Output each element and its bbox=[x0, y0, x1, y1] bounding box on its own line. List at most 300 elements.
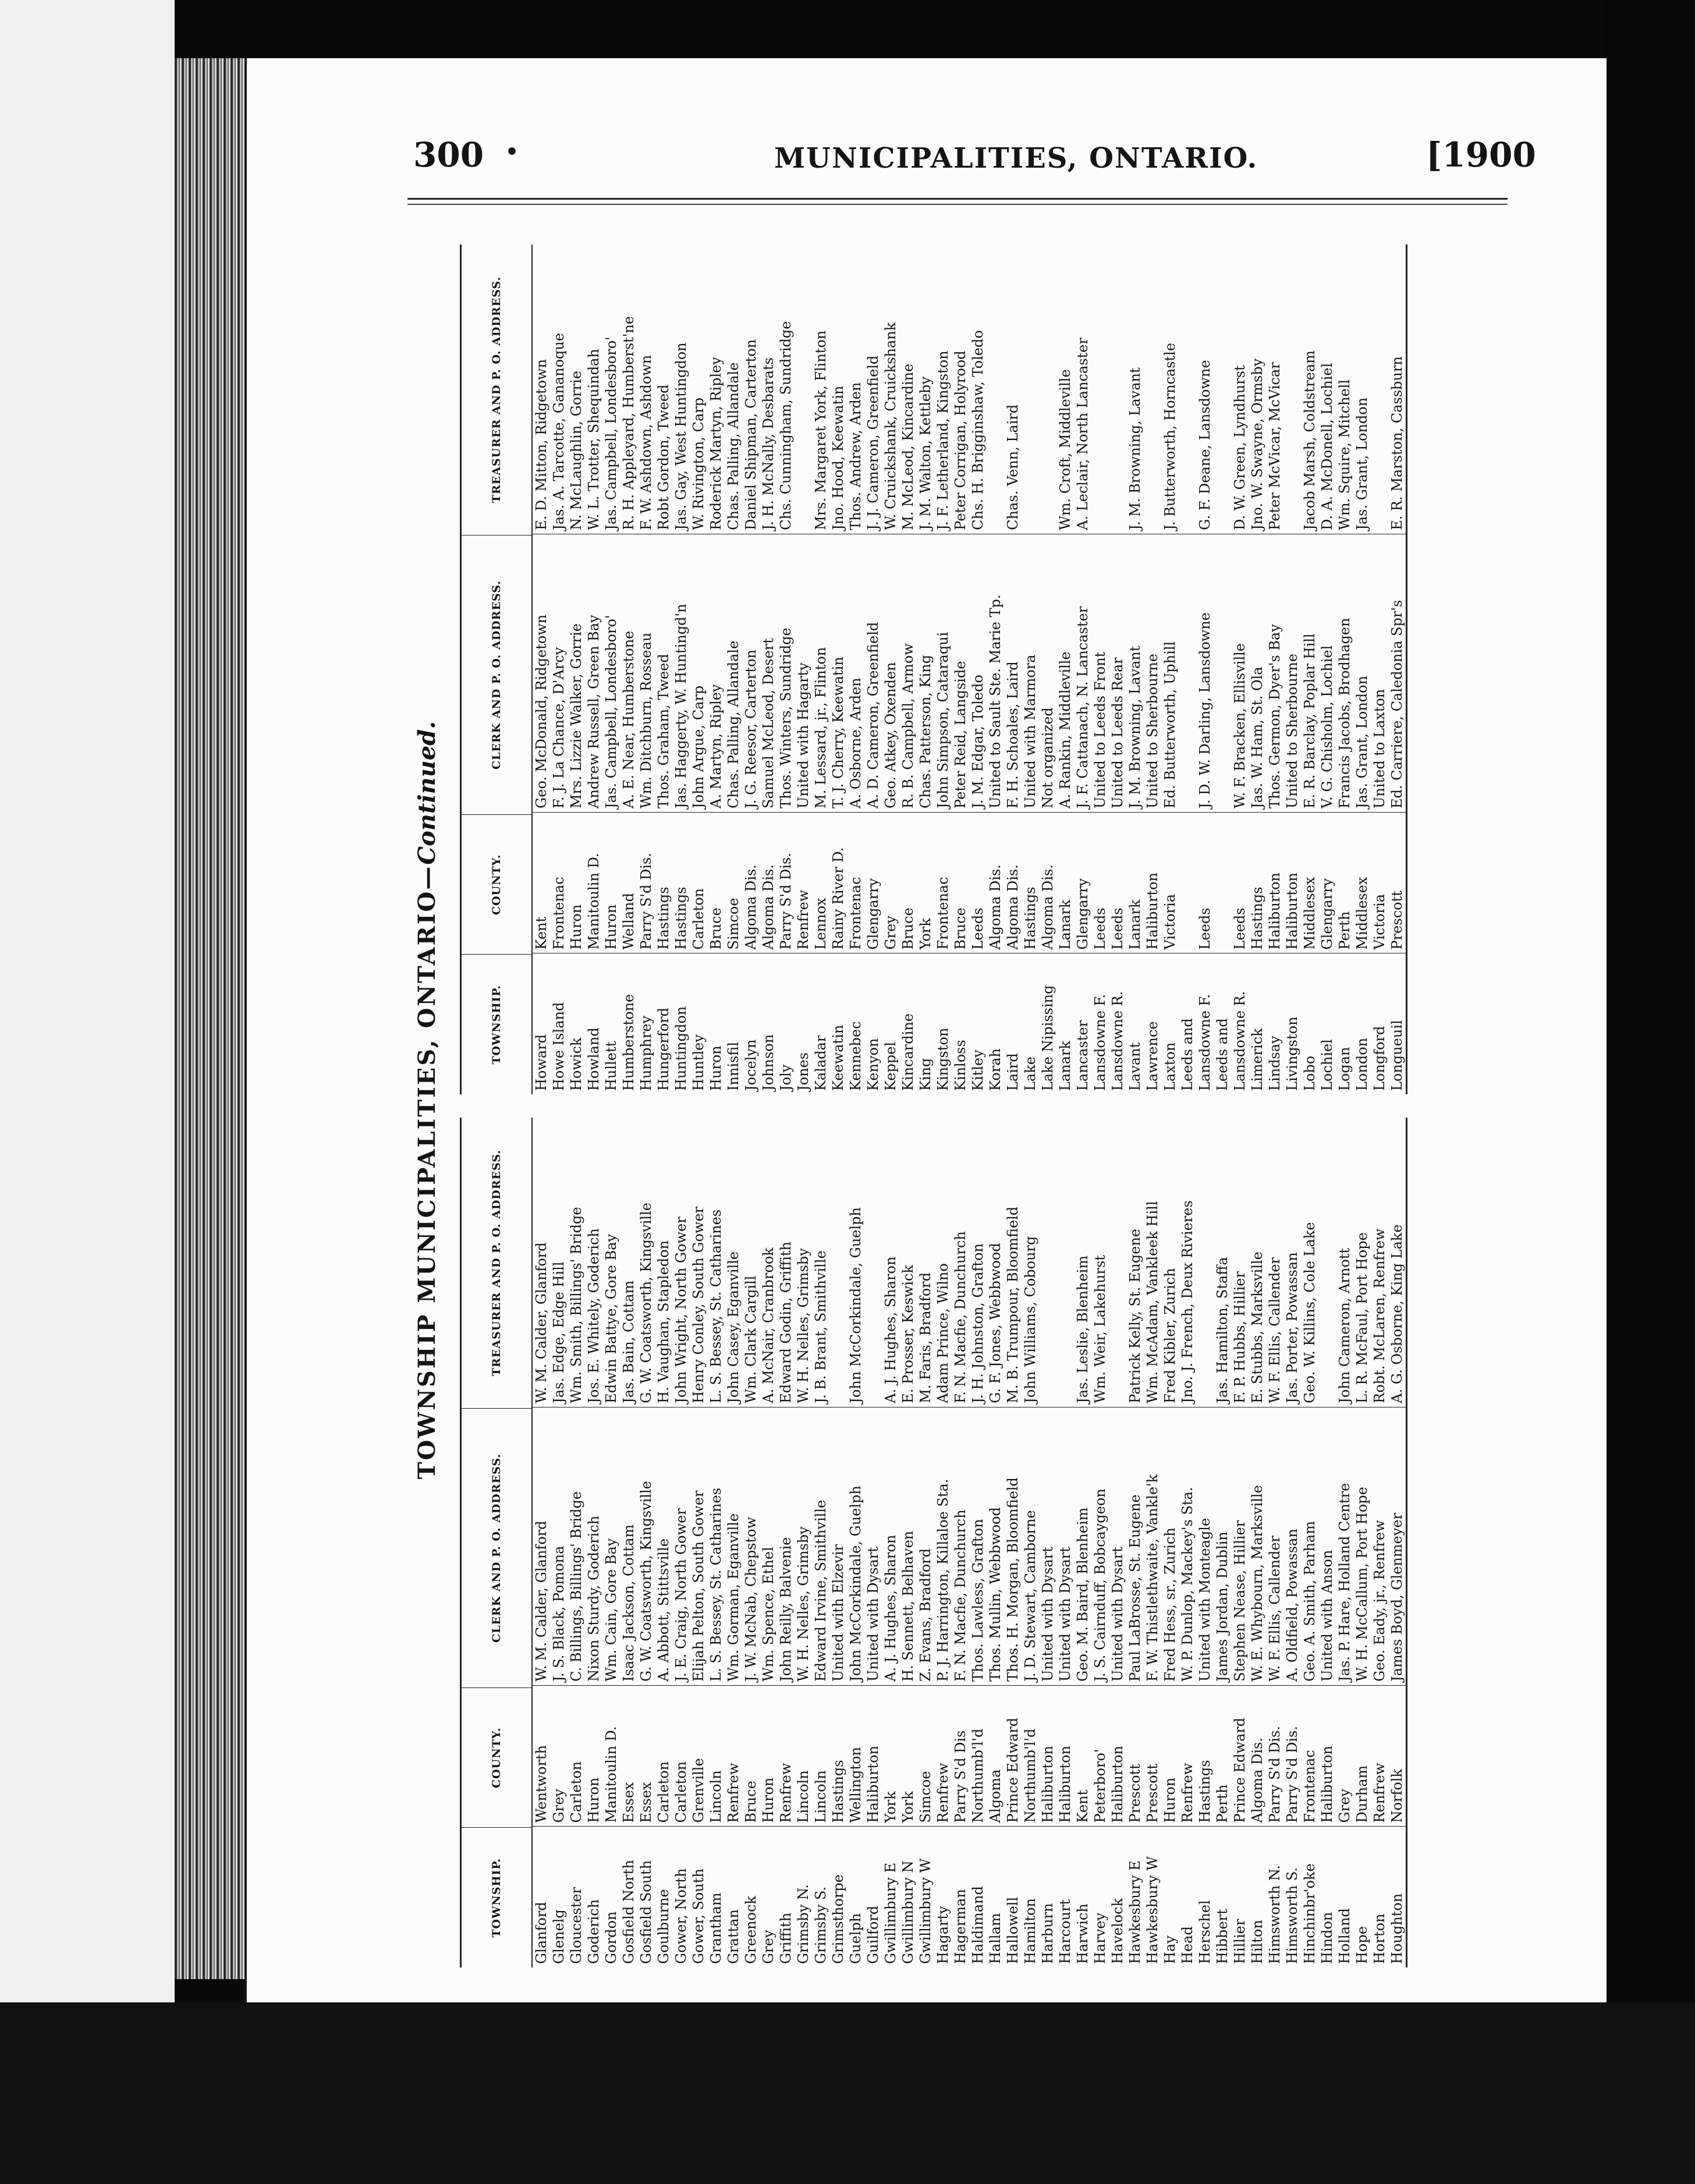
township-cell: Kaladar bbox=[812, 953, 829, 1094]
table-row bbox=[1091, 244, 1109, 1094]
township-cell: Lanark bbox=[1056, 953, 1074, 1094]
treasurer-cell: John Wright, North Gower bbox=[673, 1217, 689, 1403]
treasurer-cell: Jas. Porter, Powassan bbox=[1284, 1252, 1300, 1403]
table-row bbox=[1371, 244, 1388, 1094]
county-cell: Algoma Dis. bbox=[1039, 812, 1056, 953]
treasurer-cell bbox=[1214, 244, 1231, 534]
township-cell: Innisfil bbox=[725, 953, 742, 1094]
county-cell: Northumb'l'd bbox=[1022, 1685, 1039, 1827]
clerk-cell: R. B. Campbell, Armow bbox=[899, 534, 917, 812]
clerk-cell: Thos. H. Morgan, Bloomfield bbox=[1004, 1407, 1022, 1685]
township-cell: Kingston bbox=[934, 953, 952, 1094]
table-row bbox=[1056, 1118, 1074, 1967]
township-cell: Havelock bbox=[1109, 1826, 1126, 1967]
table-row bbox=[672, 244, 690, 1094]
township-cell: Limerick bbox=[1249, 953, 1266, 1094]
township-cell: Leeds and bbox=[1179, 953, 1196, 1094]
treasurer-cell bbox=[829, 1118, 847, 1407]
table-row bbox=[707, 244, 725, 1094]
township-cell: Humphrey bbox=[637, 953, 655, 1094]
header-rule bbox=[407, 198, 1508, 200]
county-cell: Lincoln bbox=[707, 1685, 725, 1827]
county-cell: Frontenac bbox=[847, 812, 864, 953]
table-row bbox=[725, 244, 742, 1094]
table-row bbox=[1091, 1118, 1109, 1967]
clerk-cell: Geo. McDonald, Ridgetown bbox=[533, 534, 550, 812]
county-cell: Parry S'd Dis bbox=[952, 1685, 969, 1827]
title-main: TOWNSHIP MUNICIPALITIES, ONTARIO— bbox=[413, 864, 441, 1480]
clerk-cell: Fred Hess, sr., Zurich bbox=[1161, 1407, 1179, 1685]
county-cell: Huron bbox=[602, 812, 620, 953]
scan-border-bottom bbox=[0, 2002, 1695, 2184]
county-cell bbox=[1214, 812, 1231, 953]
treasurer-cell: Henry Conley, South Gower bbox=[690, 1206, 707, 1403]
table-row bbox=[1301, 244, 1318, 1094]
table-row bbox=[707, 1118, 725, 1967]
township-cell: Longford bbox=[1371, 953, 1388, 1094]
clerk-cell: John McCorkindale, Guelph bbox=[847, 1407, 864, 1685]
clerk-cell: Paul LaBrosse, St. Eugene bbox=[1126, 1407, 1144, 1685]
book-gutter bbox=[175, 35, 256, 1979]
county-cell: Bruce bbox=[899, 812, 917, 953]
treasurer-cell bbox=[987, 244, 1004, 534]
township-cell: Kinloss bbox=[952, 953, 969, 1094]
county-cell: Wentworth bbox=[533, 1685, 550, 1827]
county-cell: Grey bbox=[550, 1685, 568, 1827]
table-row bbox=[742, 1118, 760, 1967]
county-cell: Frontenac bbox=[1301, 1685, 1318, 1827]
county-cell: Carleton bbox=[672, 1685, 690, 1827]
treasurer-cell: G. F. Deane, Lansdowne bbox=[1197, 360, 1213, 530]
treasurer-cell: Jas. A. Tarcotte, Gananoque bbox=[551, 332, 567, 530]
clerk-cell: James Jordan, Dublin bbox=[1214, 1407, 1231, 1685]
treasurer-cell: J. J. Cameron, Greenfield bbox=[865, 355, 881, 530]
table-row bbox=[620, 1118, 637, 1967]
treasurer-cell: Patrick Kelly, St. Eugene bbox=[1127, 1228, 1143, 1403]
clerk-cell: United with Dysart bbox=[1039, 1407, 1056, 1685]
table-left-header bbox=[462, 1118, 533, 1967]
table-row bbox=[829, 244, 847, 1094]
treasurer-cell: Wm. Croft, Middleville bbox=[1057, 369, 1073, 530]
township-cell: Lake Nipissing bbox=[1039, 953, 1056, 1094]
clerk-cell: W. H. McCallum, Port Hope bbox=[1353, 1407, 1371, 1685]
table-row bbox=[637, 244, 655, 1094]
township-cell: Goderich bbox=[585, 1826, 602, 1967]
clerk-cell: J. E. Craig, North Gower bbox=[672, 1407, 690, 1685]
county-cell: Algoma Dis. bbox=[760, 812, 777, 953]
township-cell: Keppel bbox=[882, 953, 899, 1094]
county-cell: Huron bbox=[760, 1685, 777, 1827]
clerk-cell: John Reilly, Balvenie bbox=[777, 1407, 795, 1685]
clerk-cell: Thos. Germon, Dyer's Bay bbox=[1266, 534, 1283, 812]
clerk-cell: F. H. Schoales, Laird bbox=[1004, 534, 1022, 812]
township-cell: Logan bbox=[1336, 953, 1353, 1094]
township-cell: Huntingdon bbox=[672, 953, 690, 1094]
township-cell: Kitley bbox=[969, 953, 987, 1094]
township-cell: Grantham bbox=[707, 1826, 725, 1967]
clerk-cell: United to Leeds Front bbox=[1091, 534, 1109, 812]
township-cell: Kennebec bbox=[847, 953, 864, 1094]
township-cell: Howick bbox=[568, 953, 585, 1094]
township-cell: Kenyon bbox=[864, 953, 882, 1094]
table-row bbox=[882, 244, 899, 1094]
county-cell: Huron bbox=[585, 1685, 602, 1827]
township-cell: Horton bbox=[1371, 1826, 1388, 1967]
township-cell: Hullett bbox=[602, 953, 620, 1094]
table-row bbox=[690, 1118, 707, 1967]
township-cell: Himsworth S. bbox=[1283, 1826, 1301, 1967]
table-row bbox=[533, 244, 550, 1094]
table-left-body bbox=[533, 1118, 1406, 1967]
clerk-cell: A. D. Cameron, Greenfield bbox=[864, 534, 882, 812]
clerk-cell: Ed. Carriere, Caledonia Spr's bbox=[1388, 534, 1406, 812]
clerk-cell: Geo. Eady, jr., Renfrew bbox=[1371, 1407, 1388, 1685]
table-row bbox=[550, 1118, 568, 1967]
clerk-cell: A. E. Near, Humberstone bbox=[620, 534, 637, 812]
col-township-header: TOWNSHIP. bbox=[462, 955, 531, 1095]
table-row bbox=[1074, 1118, 1091, 1967]
treasurer-cell: Peter Corrigan, Holyrood bbox=[952, 350, 969, 530]
treasurer-cell: F. N. Macfie, Dunchurch bbox=[952, 1231, 969, 1403]
treasurer-cell: Roderick Martyn, Ripley bbox=[708, 357, 724, 530]
township-cell: Gosfield North bbox=[620, 1826, 637, 1967]
clerk-cell: Stephen Nease, Hillier bbox=[1231, 1407, 1249, 1685]
clerk-cell: Jas. W. Ham, St. Ola bbox=[1249, 534, 1266, 812]
treasurer-cell: W. Rivington, Carp bbox=[690, 397, 707, 530]
township-cell: Hindon bbox=[1318, 1826, 1336, 1967]
township-cell: Haldimand bbox=[969, 1826, 987, 1967]
treasurer-cell: Thos. Andrew, Arden bbox=[848, 382, 864, 530]
clerk-cell: United with Dysart bbox=[1056, 1407, 1074, 1685]
clerk-cell: United with Monteagle bbox=[1196, 1407, 1214, 1685]
clerk-cell: J. S. Black, Pomona bbox=[550, 1407, 568, 1685]
scan-border-top bbox=[175, 0, 1607, 58]
clerk-cell: Geo. A. Smith, Parham bbox=[1301, 1407, 1318, 1685]
county-cell: Algoma Dis. bbox=[1004, 812, 1022, 953]
county-cell: Renfrew bbox=[725, 1685, 742, 1827]
table-row bbox=[655, 1118, 672, 1967]
clerk-cell: Wm. Spence, Ethel bbox=[760, 1407, 777, 1685]
treasurer-cell: H. Vaughan, Stapledon bbox=[655, 1240, 672, 1403]
treasurer-cell bbox=[1022, 244, 1039, 534]
township-cell: Kincardine bbox=[899, 953, 917, 1094]
clerk-cell: J. D. W. Darling, Lansdowne bbox=[1196, 534, 1214, 812]
clerk-cell: Wm. Ditchburn, Rosseau bbox=[637, 534, 655, 812]
clerk-cell: Nixon Sturdy, Goderich bbox=[585, 1407, 602, 1685]
table-row bbox=[1318, 1118, 1336, 1967]
treasurer-cell: J. H. Johnston, Grafton bbox=[970, 1243, 986, 1403]
col-clerk-header: CLERK AND P. O. ADDRESS. bbox=[462, 535, 531, 814]
table-row bbox=[1249, 244, 1266, 1094]
table-row bbox=[1126, 1118, 1144, 1967]
table-row bbox=[1126, 244, 1144, 1094]
township-cell: King bbox=[917, 953, 934, 1094]
col-treasurer-header: TREASURER AND P. O. ADDRESS. bbox=[490, 1149, 503, 1377]
table-row bbox=[812, 244, 829, 1094]
table-row bbox=[690, 244, 707, 1094]
township-cell: Hallam bbox=[987, 1826, 1004, 1967]
county-cell: Hastings bbox=[1249, 812, 1266, 953]
county-cell: York bbox=[899, 1685, 917, 1827]
township-cell: Lansdowne F. bbox=[1196, 953, 1214, 1094]
county-cell: Victoria bbox=[1371, 812, 1388, 953]
treasurer-cell: Fred Kibler, Zurich bbox=[1162, 1268, 1178, 1403]
treasurer-cell: N. McLaughlin, Gorrie bbox=[568, 370, 584, 530]
township-cell: Humberstone bbox=[620, 953, 637, 1094]
treasurer-cell: J. F. Letherland, Kingston bbox=[935, 350, 951, 530]
table-row bbox=[1266, 244, 1283, 1094]
county-cell: Kent bbox=[1074, 1685, 1091, 1827]
col-county-header: COUNTY. bbox=[462, 1687, 531, 1828]
county-cell: Perth bbox=[1214, 1685, 1231, 1827]
county-cell: Hastings bbox=[1196, 1685, 1214, 1827]
clerk-cell: F. J. La Chance, D'Arcy bbox=[550, 534, 568, 812]
township-cell: Howard bbox=[533, 953, 550, 1094]
clerk-cell: J. M. Browning, Lavant bbox=[1126, 534, 1144, 812]
table-row bbox=[1144, 244, 1161, 1094]
treasurer-cell: J. M. Browning, Lavant bbox=[1127, 367, 1143, 530]
township-cell: Jocelyn bbox=[742, 953, 760, 1094]
clerk-cell: James Boyd, Glenmeyer bbox=[1388, 1407, 1406, 1685]
treasurer-cell: G. F. Jones, Webbwood bbox=[987, 1243, 1003, 1403]
township-cell: Greenock bbox=[742, 1826, 760, 1967]
township-cell: Hungerford bbox=[655, 953, 672, 1094]
table-row bbox=[1179, 244, 1196, 1094]
county-cell: Carleton bbox=[655, 1685, 672, 1827]
treasurer-cell: Jno. Hood, Keewatin bbox=[830, 385, 846, 530]
clerk-cell: Chas. Patterson, King bbox=[917, 534, 934, 812]
county-cell: Glengarry bbox=[1318, 812, 1336, 953]
clerk-cell: Mrs. Lizzie Walker, Gorrie bbox=[568, 534, 585, 812]
clerk-cell: L. S. Bessey, St. Catharines bbox=[707, 1407, 725, 1685]
treasurer-cell: Geo. W. Killins, Cole Lake bbox=[1302, 1222, 1318, 1403]
treasurer-cell: E. R. Marston, Cassburn bbox=[1389, 356, 1405, 530]
clerk-cell: Francis Jacobs, Brodhagen bbox=[1336, 534, 1353, 812]
treasurer-cell: Wm. Weir, Lakehurst bbox=[1092, 1255, 1108, 1403]
table-row bbox=[987, 1118, 1004, 1967]
table-row bbox=[1388, 244, 1406, 1094]
table-row bbox=[934, 1118, 952, 1967]
county-cell: Haliburton bbox=[1056, 1685, 1074, 1827]
township-cell: Keewatin bbox=[829, 953, 847, 1094]
county-cell: Simcoe bbox=[725, 812, 742, 953]
township-cell: Jones bbox=[795, 953, 812, 1094]
clerk-cell: Jas. Campbell, Londesboro' bbox=[602, 534, 620, 812]
table-row bbox=[952, 244, 969, 1094]
table-row bbox=[847, 244, 864, 1094]
county-cell: Lennox bbox=[812, 812, 829, 953]
township-cell: Guilford bbox=[864, 1826, 882, 1967]
clerk-cell: Jas. Haggerty, W. Huntingd'n bbox=[672, 534, 690, 812]
clerk-cell: Samuel McLeod, Desert bbox=[760, 534, 777, 812]
table-row bbox=[602, 244, 620, 1094]
county-cell: Frontenac bbox=[550, 812, 568, 953]
table-row bbox=[1283, 1118, 1301, 1967]
clerk-cell: Peter Reid, Langside bbox=[952, 534, 969, 812]
county-cell: Leeds bbox=[1231, 812, 1249, 953]
clerk-cell: Isaac Jackson, Cottam bbox=[620, 1407, 637, 1685]
table-row bbox=[864, 244, 882, 1094]
clerk-cell: John Simpson, Cataraqui bbox=[934, 534, 952, 812]
treasurer-cell: W. L. Trotter, Shequindah bbox=[586, 349, 602, 530]
treasurer-cell: Jos. E. Whitely, Goderich bbox=[586, 1228, 602, 1403]
county-cell: Prince Edward bbox=[1231, 1685, 1249, 1827]
title-continued: Continued. bbox=[413, 721, 441, 865]
township-cell: Griffith bbox=[777, 1826, 795, 1967]
township-cell: Head bbox=[1179, 1826, 1196, 1967]
township-cell: Korah bbox=[987, 953, 1004, 1094]
clerk-cell: Geo. Atkey, Oxenden bbox=[882, 534, 899, 812]
treasurer-cell: Edwin Battye, Gore Bay bbox=[603, 1233, 619, 1403]
county-cell: Haliburton bbox=[1039, 1685, 1056, 1827]
treasurer-cell bbox=[1371, 244, 1388, 534]
table-row bbox=[847, 1118, 864, 1967]
scan-border-right bbox=[1607, 0, 1695, 2184]
county-cell: Wellington bbox=[847, 1685, 864, 1827]
clerk-cell: Thos. Graham, Tweed bbox=[655, 534, 672, 812]
clerk-cell: Edward Irvine, Smithville bbox=[812, 1407, 829, 1685]
treasurer-cell: J. B. Brant, Smithville bbox=[813, 1250, 829, 1403]
county-cell: Prescott bbox=[1126, 1685, 1144, 1827]
page-title bbox=[413, 233, 441, 1967]
treasurer-cell: R. H. Appleyard, Humberst'ne bbox=[620, 315, 637, 530]
clerk-cell: Thos. Mullin, Webbwood bbox=[987, 1407, 1004, 1685]
table-row bbox=[917, 1118, 934, 1967]
treasurer-cell bbox=[1056, 1118, 1074, 1407]
township-cell: Huron bbox=[707, 953, 725, 1094]
treasurer-cell: A. J. Hughes, Sharon bbox=[882, 1256, 899, 1403]
treasurer-cell bbox=[1144, 244, 1161, 534]
treasurer-cell: John McCorkindale, Guelph bbox=[848, 1207, 864, 1403]
treasurer-cell bbox=[864, 1118, 882, 1407]
clerk-cell: United to Sherbourne bbox=[1144, 534, 1161, 812]
treasurer-cell: F. W. Ashdown, Ashdown bbox=[638, 354, 654, 530]
table-row bbox=[672, 1118, 690, 1967]
treasurer-cell: J. M. Walton, Kettleby bbox=[917, 376, 934, 530]
clerk-cell: J. W. McNab, Chepstow bbox=[742, 1407, 760, 1685]
clerk-cell: V. G. Chisholm, Lochiel bbox=[1318, 534, 1336, 812]
township-cell: Hibbert bbox=[1214, 1826, 1231, 1967]
township-cell: Lochiel bbox=[1318, 953, 1336, 1094]
treasurer-cell: Jacob Marsh, Coldstream bbox=[1302, 350, 1318, 530]
table-row bbox=[899, 1118, 917, 1967]
treasurer-cell: F. P. Hubbs, Hillier bbox=[1232, 1271, 1248, 1403]
treasurer-cell bbox=[1109, 244, 1126, 534]
treasurer-cell: D. W. Green, Lyndhurst bbox=[1232, 365, 1248, 530]
county-cell: Renfrew bbox=[777, 1685, 795, 1827]
township-cell: Hope bbox=[1353, 1826, 1371, 1967]
clerk-cell: Andrew Russell, Green Bay bbox=[585, 534, 602, 812]
clerk-cell: W. P. Dunlop, Mackey's Sta. bbox=[1179, 1407, 1196, 1685]
township-cell: Harcourt bbox=[1056, 1826, 1074, 1967]
treasurer-cell: Jas. Bain, Cottam bbox=[620, 1280, 637, 1403]
county-cell: Peterboro' bbox=[1091, 1685, 1109, 1827]
treasurer-cell: Chas. Palling, Allandale bbox=[725, 362, 742, 530]
treasurer-cell bbox=[1039, 244, 1056, 534]
clerk-cell: United with Marmora bbox=[1022, 534, 1039, 812]
clerk-cell: G. W. Coatsworth, Kingsville bbox=[637, 1407, 655, 1685]
county-cell: Haliburton bbox=[1266, 812, 1283, 953]
township-cell: Howland bbox=[585, 953, 602, 1094]
table-row bbox=[725, 1118, 742, 1967]
treasurer-cell bbox=[1091, 244, 1109, 534]
township-cell: Gower, North bbox=[672, 1826, 690, 1967]
clerk-cell: Geo. M. Baird, Blenheim bbox=[1074, 1407, 1091, 1685]
county-cell: Renfrew bbox=[1371, 1685, 1388, 1827]
township-cell: Himsworth N. bbox=[1266, 1826, 1283, 1967]
township-cell: Laxton bbox=[1161, 953, 1179, 1094]
county-cell: Perth bbox=[1336, 812, 1353, 953]
clerk-cell: Thos. Winters, Sundridge bbox=[777, 534, 795, 812]
township-cell: Harvey bbox=[1091, 1826, 1109, 1967]
township-cell: Hillier bbox=[1231, 1826, 1249, 1967]
clerk-cell: W. F. Ellis, Callender bbox=[1266, 1407, 1283, 1685]
table-row bbox=[1196, 1118, 1214, 1967]
county-cell: Lanark bbox=[1126, 812, 1144, 953]
township-cell: Lansdowne F. bbox=[1091, 953, 1109, 1094]
township-cell: Grattan bbox=[725, 1826, 742, 1967]
township-cell: Glenelg bbox=[550, 1826, 568, 1967]
clerk-cell: United with Anson bbox=[1318, 1407, 1336, 1685]
table-row bbox=[1318, 244, 1336, 1094]
county-cell: Manitoulin D. bbox=[585, 812, 602, 953]
county-cell: Manitoulin D. bbox=[602, 1685, 620, 1827]
table-row bbox=[1283, 244, 1301, 1094]
county-cell: Hastings bbox=[829, 1685, 847, 1827]
col-clerk-header: CLERK AND P. O. ADDRESS. bbox=[462, 1408, 531, 1687]
clerk-cell: United with Hagarty bbox=[795, 534, 812, 812]
county-cell: Middlesex bbox=[1353, 812, 1371, 953]
treasurer-cell: John Cameron, Arnott bbox=[1336, 1247, 1353, 1403]
treasurer-cell: Adam Prince, Wilno bbox=[935, 1263, 951, 1403]
table-left bbox=[460, 1118, 1407, 1967]
table-row bbox=[777, 1118, 795, 1967]
township-cell: Gower, South bbox=[690, 1826, 707, 1967]
treasurer-cell: Daniel Shipman, Carterton bbox=[743, 339, 759, 530]
table-row bbox=[760, 244, 777, 1094]
table-row bbox=[795, 244, 812, 1094]
clerk-cell: A. Osborne, Arden bbox=[847, 534, 864, 812]
table-row bbox=[1056, 244, 1074, 1094]
header-dot: • bbox=[505, 140, 519, 164]
township-cell: Longueuil bbox=[1388, 953, 1406, 1094]
table-row bbox=[777, 244, 795, 1094]
county-cell: Parry S'd Dis. bbox=[1283, 1685, 1301, 1827]
township-cell: Hagarty bbox=[934, 1826, 952, 1967]
county-cell: Welland bbox=[620, 812, 637, 953]
table-row bbox=[568, 244, 585, 1094]
table-row bbox=[882, 1118, 899, 1967]
table-row bbox=[1336, 244, 1353, 1094]
clerk-cell: A. Oldfield, Powassan bbox=[1283, 1407, 1301, 1685]
treasurer-cell: A. G. Osborne, King Lake bbox=[1389, 1224, 1405, 1403]
county-cell: Algoma Dis. bbox=[987, 812, 1004, 953]
treasurer-cell: Jas. Campbell, Londesboro' bbox=[603, 336, 619, 530]
treasurer-cell: Mrs. Margaret York, Flinton bbox=[813, 330, 829, 530]
table-row bbox=[568, 1118, 585, 1967]
treasurer-cell bbox=[1283, 244, 1301, 534]
treasurer-cell: W. H. Nelles, Grimsby bbox=[795, 1248, 811, 1403]
table-row bbox=[602, 1118, 620, 1967]
clerk-cell: W. E. Whybourn, Marksville bbox=[1249, 1407, 1266, 1685]
table-row bbox=[1336, 1118, 1353, 1967]
table-row bbox=[812, 1118, 829, 1967]
treasurer-cell: Wm. Smith, Billings' Bridge bbox=[568, 1207, 584, 1403]
table-row bbox=[760, 1118, 777, 1967]
table-row bbox=[1074, 244, 1091, 1094]
township-cell: Grey bbox=[760, 1826, 777, 1967]
clerk-cell: Wm. Cain, Gore Bay bbox=[602, 1407, 620, 1685]
